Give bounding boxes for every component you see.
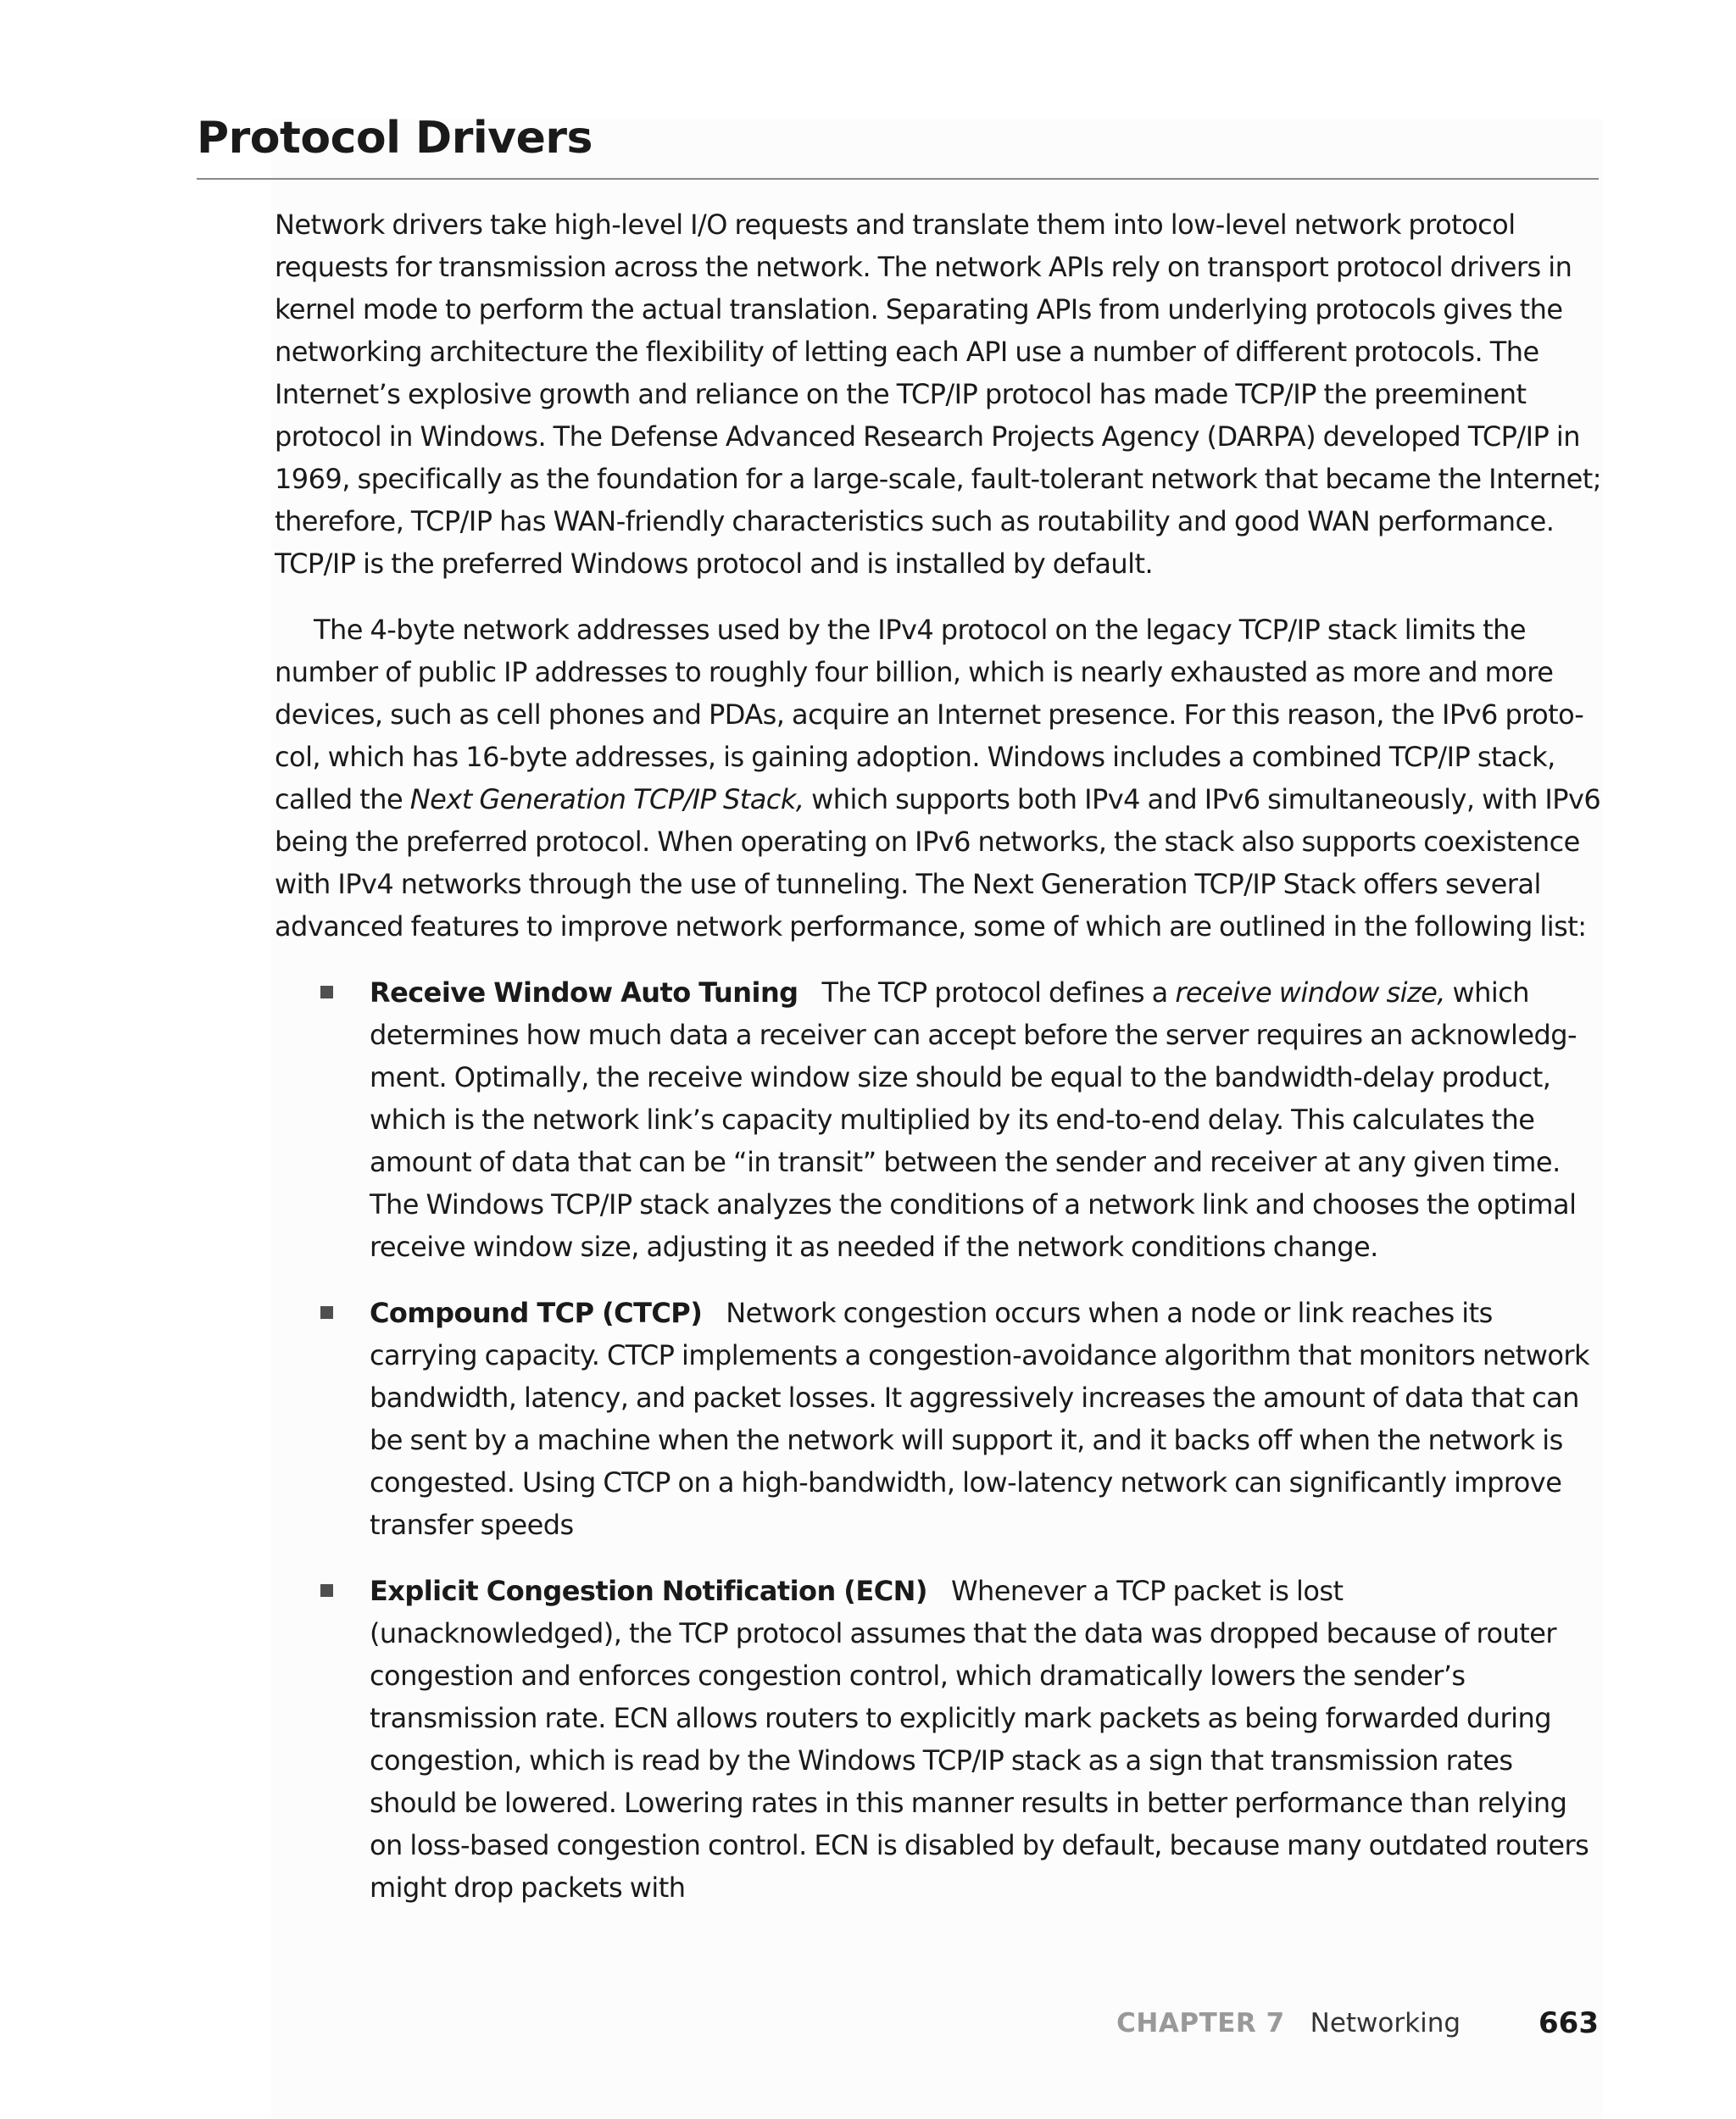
square-bullet-icon <box>320 1306 333 1319</box>
paragraph-intro: Network drivers take high-level I/O requests and translate them into low-level network protocol requests for transmission across the network. The network APIs rely on transport protocol drivers in kernel mode to perform the actual translation. Separating APIs from underlying protocols gives the networking architecture the flexibility of letting each API use a number of different protocols. The Internet’s explosive growth and reliance on the TCP/IP protocol has made TCP/IP the preeminent protocol in Windows. The Defense Advanced Research Projects Agency (DARPA) developed TCP/IP in 1969, specifically as the foundation for a large-scale, fault-tolerant network that became the Internet; therefore, TCP/IP has WAN-friendly characteristics such as routability and good WAN performance. TCP/IP is the preferred Windows protocol and is installed by default. <box>275 209 1601 580</box>
paragraph-ipv6 <box>275 609 1602 948</box>
feature-list <box>275 971 1602 1909</box>
list-item-term: Compound TCP (CTCP) <box>370 1297 703 1329</box>
list-item-text-end: which determines how much data a receiver can accept before the server requires an acknowledgment. Optimally, the receive window size should be equal to the bandwidth-delay product, which is the network link’s capacity multiplied by its end-to-end delay. This calculates the amount of data that can be “in transit” between the sender and receiver at any given time. The Windows TCP/IP stack analyzes the conditions of a network link and chooses the optimal receive window size, adjusting it as needed if the network conditions change. <box>370 976 1577 1263</box>
section-title: Protocol Drivers <box>197 113 593 164</box>
square-bullet-icon <box>320 986 333 998</box>
list-item-text: Network congestion occurs when a node or link reaches its carrying capacity. CTCP implements a congestion-avoidance algorithm that monitors network bandwidth, latency, and packet losses. It aggressively increases the amount of data that can be sent by a machine when the network will support it, and it backs off when the network is congested. Using CTCP on a high-bandwidth, low-latency network can significantly improve transfer speeds <box>370 1297 1589 1541</box>
list-item-term: Explicit Congestion Notification (ECN) <box>370 1575 927 1607</box>
footer-chapter-title: Networking <box>1310 2008 1461 2038</box>
body-text <box>275 203 1602 1933</box>
paragraph-ipv6-text: The 4-byte network addresses used by the IPv4 protocol on the legacy TCP/IP stack limits the number of public IP addresses to roughly four billion, which is nearly exhausted as more and more devices, such as cell phones and PDAs, acquire an Internet presence. For this reason, the IPv6 protocol, which has 16-byte addresses, is gaining adoption. Windows includes a combined TCP/IP stack, called the <box>275 614 1584 815</box>
list-item-text: The TCP protocol defines a <box>821 976 1176 1009</box>
square-bullet-icon <box>320 1584 333 1597</box>
paragraph-ipv6-text-end: which supports both IPv4 and IPv6 simultaneously, with IPv6 being the preferred protocol. When operating on IPv6 networks, the stack also supports coexistence with IPv4 networks through the use of tunneling. The Next Generation TCP/IP Stack offers several advanced features to improve network performance, some of which are outlined in the following list: <box>275 783 1601 943</box>
footer-chapter: CHAPTER 7 <box>1116 2008 1285 2038</box>
paragraph-ipv6-italic: Next Generation TCP/IP Stack, <box>409 783 804 815</box>
title-rule <box>197 178 1599 180</box>
page-number: 663 <box>1538 2006 1599 2040</box>
list-item <box>275 971 1602 1268</box>
list-item-italic: receive window size, <box>1175 976 1445 1009</box>
list-item-text: Whenever a TCP packet is lost (unacknowledged), the TCP protocol assumes that the data was dropped because of router congestion and enforces congestion control, which dramatically lowers the sender’s transmission rate. ECN allows routers to explicitly mark packets as being forwarded during congestion, which is read by the Windows TCP/IP stack as a sign that transmission rates should be lowered. Lowering rates in this manner results in better performance than relying on loss-based congestion control. ECN is disabled by default, because many outdated routers might drop packets with <box>370 1575 1589 1904</box>
list-item <box>275 1292 1602 1546</box>
list-item <box>275 1570 1602 1909</box>
list-item-term: Receive Window Auto Tuning <box>370 976 798 1009</box>
page-footer <box>1116 2000 1599 2046</box>
